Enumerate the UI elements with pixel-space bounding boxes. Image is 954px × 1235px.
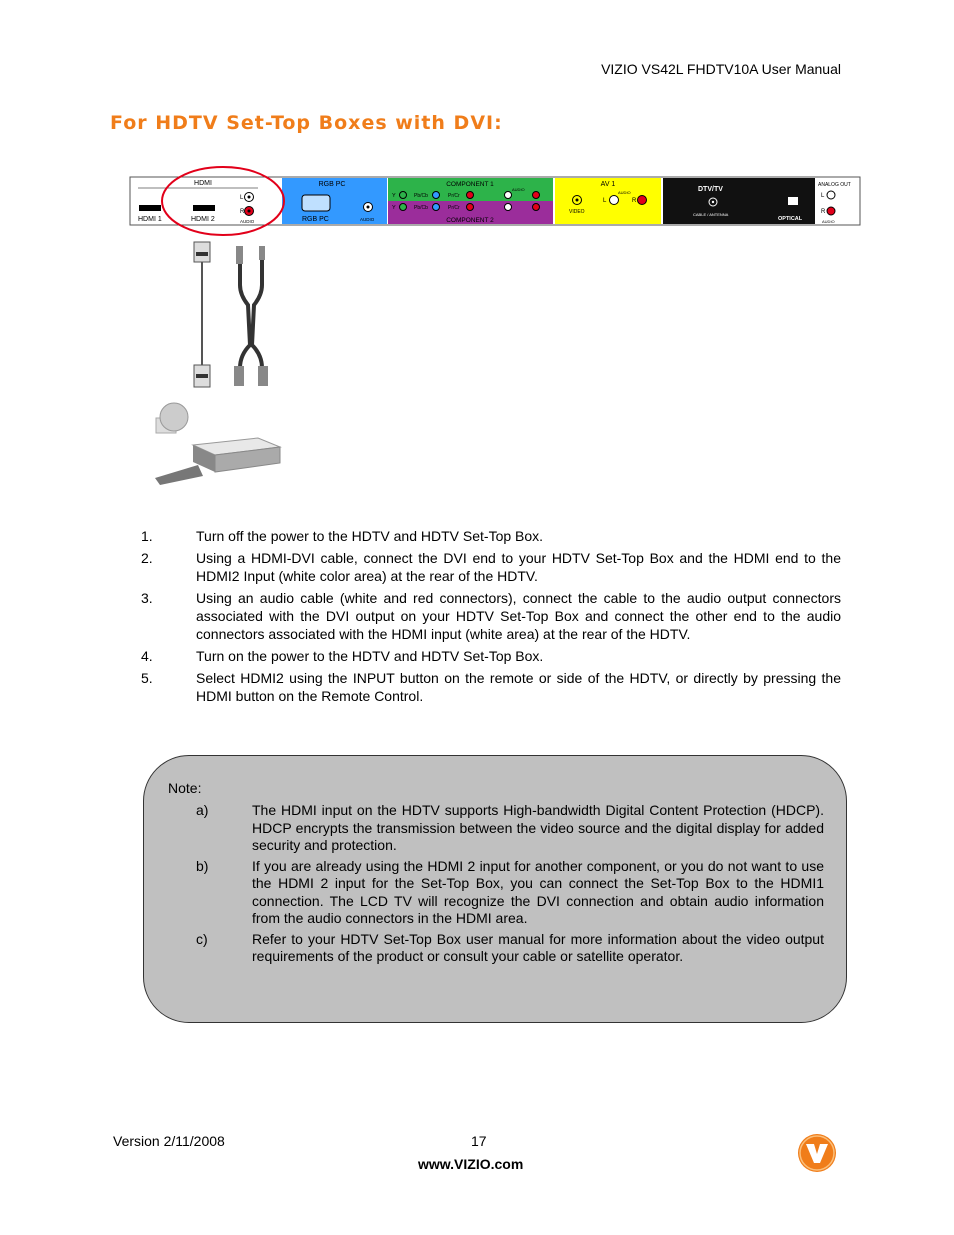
component1-pr-label: Pr/Cr [448, 193, 460, 199]
av1-r-label: R [632, 198, 637, 204]
note-letter: c) [196, 930, 208, 947]
step-text: Using a HDMI-DVI cable, connect the DVI end to your HDTV Set-Top Box and the HDMI end to the HDMI2 Input (white color area) at the rear of the HDTV. [196, 550, 841, 584]
note-text: If you are already using the HDMI 2 input for another component, or you do not want to use the HDMI 2 input for the Set-Top Box, you can connect the Set-Top Box to the HDMI1 connection. The LCD TV will recognize the DVI connection and obtain audio information from the audio connectors in the HDMI area. [252, 857, 824, 926]
rgb-audio-label: AUDIO [360, 217, 375, 222]
av1-l-label: L [603, 198, 607, 204]
step-item [141, 549, 841, 585]
component2-pb-label: Pb/Cb [414, 205, 428, 211]
hdmi1-label: HDMI 1 [138, 216, 162, 223]
step-item [141, 589, 841, 643]
note-text: The HDMI input on the HDTV supports High-bandwidth Digital Content Protection (HDCP). HDCP encrypts the transmission between the video source and the digital display for added security and protection. [252, 802, 824, 853]
rear-panel [130, 177, 860, 225]
rgb-group-label: RGB PC [318, 181, 346, 188]
note-item [196, 931, 824, 966]
note-text: Refer to your HDTV Set-Top Box user manual for more information about the video output requirements of the product or consult your cable or satellite operator. [252, 930, 824, 964]
step-number: 3. [141, 590, 153, 606]
component1-label: COMPONENT 1 [446, 181, 494, 188]
set-top-box-icon [155, 403, 280, 485]
analog-out-label: ANALOG OUT [818, 182, 851, 188]
hdmi-audio-r-label: R [240, 209, 245, 215]
analog-l-label: L [821, 193, 825, 199]
av1-video-label: VIDEO [569, 209, 585, 215]
hdmi-audio-l-label: L [240, 195, 244, 201]
av1-audio-label: AUDIO [618, 190, 631, 195]
analog-r-label: R [821, 209, 826, 215]
hdmi2-port-icon [193, 205, 215, 211]
component2-y-label: Y [392, 205, 396, 211]
note-box [143, 755, 847, 1023]
vizio-v-logo-icon [797, 1133, 837, 1173]
website-link[interactable]: www.VIZIO.com [418, 1156, 524, 1172]
hdmi1-port-icon [139, 205, 161, 211]
step-item [141, 527, 841, 545]
audio-cable-icon [234, 246, 268, 386]
note-title: Note: [168, 780, 202, 796]
dtv-label: DTV/TV [698, 186, 723, 193]
vga-port-icon [302, 195, 330, 211]
cable-antenna-label: CABLE / ANTENNA [693, 212, 729, 217]
av1-label: AV 1 [600, 181, 616, 188]
step-item [141, 669, 841, 705]
hdmi-group-label: HDMI [194, 180, 212, 187]
hdmi-dvi-cable-icon [194, 242, 210, 387]
step-text: Using an audio cable (white and red connectors), connect the cable to the audio output connectors associated with the DVI output on your HDTV Set-Top Box and connect the other end to the audio connectors associated with the HDMI input (white area) at the rear of the HDTV. [196, 590, 841, 642]
step-text: Turn off the power to the HDTV and HDTV Set-Top Box. [196, 528, 544, 544]
note-item [196, 802, 824, 855]
hdmi2-label: HDMI 2 [191, 216, 215, 223]
rgb-pc-label: RGB PC [302, 216, 329, 223]
version-text: Version 2/11/2008 [113, 1133, 225, 1149]
step-number: 4. [141, 648, 153, 664]
analog-audio-label: AUDIO [822, 219, 835, 224]
step-number: 2. [141, 550, 153, 566]
note-letter: a) [196, 802, 209, 818]
section-title: For HDTV Set-Top Boxes with DVI: [110, 112, 503, 134]
manual-title: VIZIO VS42L FHDTV10A User Manual [601, 61, 841, 77]
component2-pr-label: Pr/Cr [448, 205, 460, 211]
step-text: Turn on the power to the HDTV and HDTV Set-Top Box. [196, 648, 544, 664]
note-list [196, 802, 824, 969]
page-number: 17 [471, 1133, 487, 1149]
hdmi-audio-label: AUDIO [240, 219, 255, 224]
instruction-steps [141, 527, 841, 709]
step-item [141, 647, 841, 665]
component1-y-label: Y [392, 193, 396, 199]
optical-port-icon [788, 197, 798, 205]
connection-diagram [128, 160, 862, 500]
step-text: Select HDMI2 using the INPUT button on the remote or side of the HDTV, or directly by pressing the HDMI button on the Remote Control. [196, 670, 841, 704]
component1-audio-label: AUDIO [512, 187, 525, 192]
step-number: 5. [141, 670, 153, 686]
component2-label: COMPONENT 2 [446, 217, 494, 224]
optical-label: OPTICAL [778, 216, 803, 222]
satellite-dish-icon [160, 403, 188, 431]
note-letter: b) [196, 857, 209, 874]
step-number: 1. [141, 528, 153, 544]
note-item [196, 858, 824, 928]
component1-pb-label: Pb/Cb [414, 193, 428, 199]
